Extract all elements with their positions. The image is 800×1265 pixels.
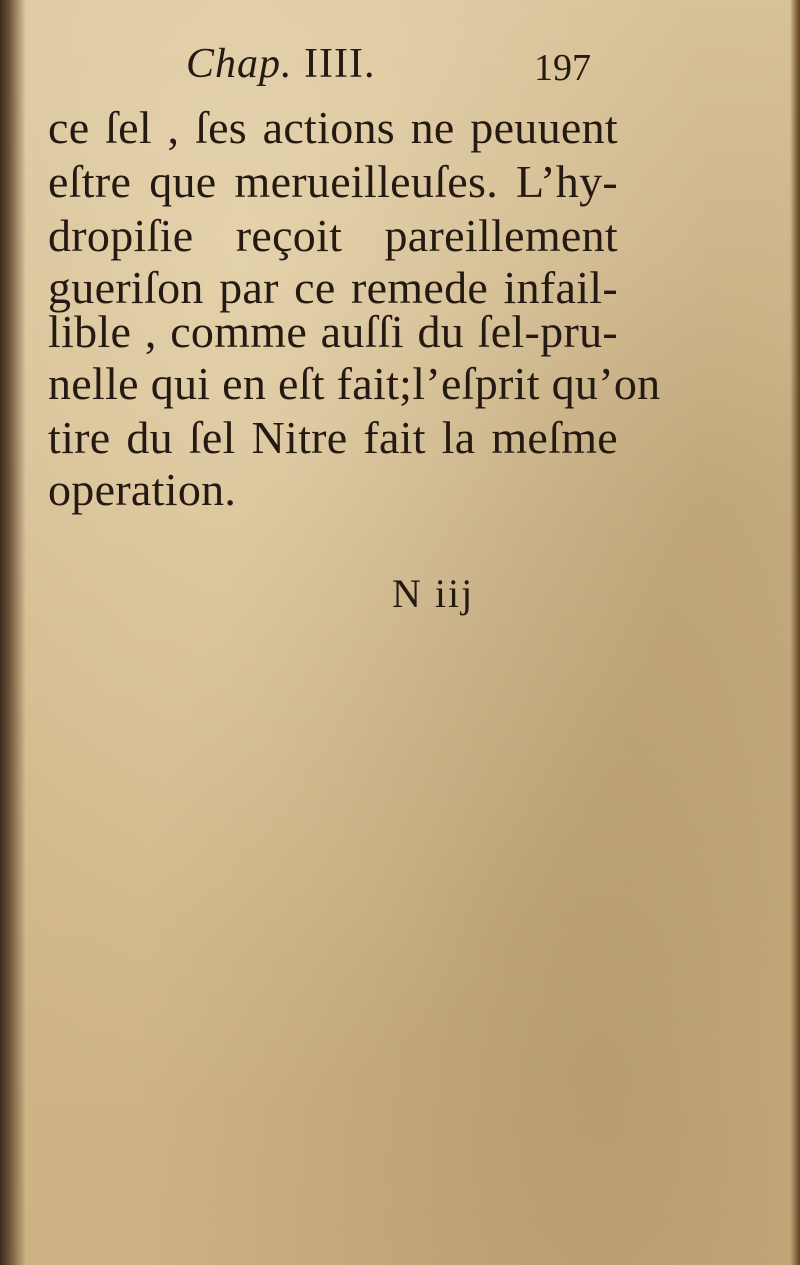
text-line-8: operation. xyxy=(48,464,237,515)
page-number: 197 xyxy=(534,47,591,89)
chapter-number: IIII. xyxy=(304,41,376,87)
text-line-5: lible , comme auſſi du ſel-pru- xyxy=(48,306,618,357)
running-head xyxy=(186,40,375,88)
text-line-2: eſtre que merueilleuſes. L’hy- xyxy=(48,156,618,207)
signature-mark: N iij xyxy=(392,571,475,616)
text-line-1: ce ſel , ſes actions ne peuuent xyxy=(48,102,618,153)
text-line-4: gueriſon par ce remede infail- xyxy=(48,262,618,313)
text-line-6: nelle qui en eſt fait;l’eſprit qu’on xyxy=(48,358,661,409)
chapter-label: Chap. xyxy=(186,41,293,87)
page-header xyxy=(0,34,800,104)
text-line-7: tire du ſel Nitre fait la meſme xyxy=(48,412,618,463)
text-line-3: dropiſie reçoit pareillement xyxy=(48,210,618,261)
